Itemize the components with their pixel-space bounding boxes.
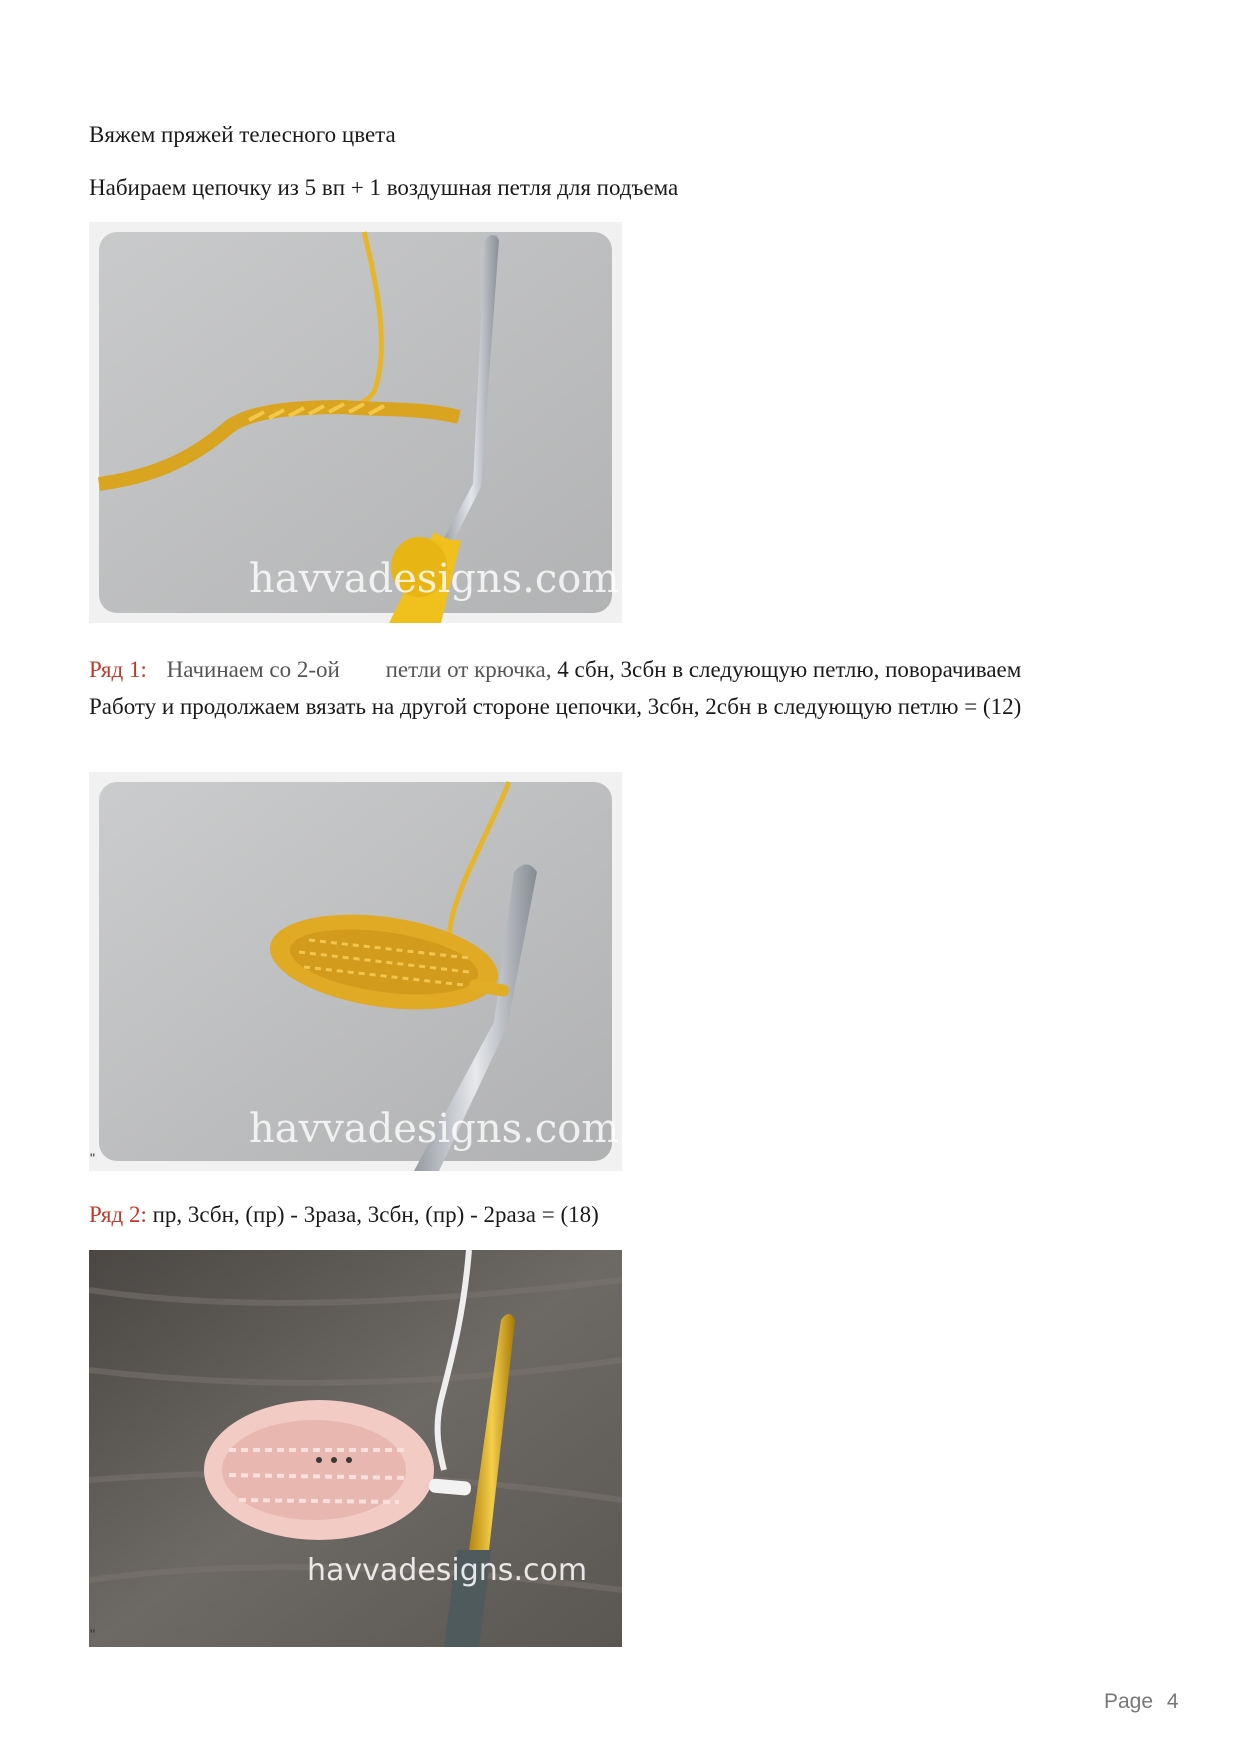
intro-line-1: Вяжем пряжей телесного цвета (89, 122, 396, 147)
row1-grey-text-2: петли от крючка, (385, 657, 552, 682)
row1-line-2: Работу и продолжаем вязать на другой стороне цепочки, 3сбн, 2сбн в следующую петлю = (12) (89, 694, 1022, 719)
page-label: Page (1104, 1690, 1154, 1713)
watermark-2: havvadesigns.com (249, 1106, 620, 1152)
photo-chain-stitch (89, 222, 622, 623)
watermark-1: havvadesigns.com (249, 556, 620, 602)
row1-grey-text-1: Начинаем со 2-ой (166, 657, 340, 682)
page-number (1104, 1690, 1179, 1714)
row1-label: Ряд 1: (89, 657, 147, 682)
row2-line (89, 1200, 599, 1230)
photo-row-1 (89, 772, 622, 1171)
page-number-value: 4 (1166, 1690, 1179, 1713)
photo-row-2 (89, 1250, 622, 1647)
quote-mark-2: " (90, 1626, 95, 1642)
watermark-3: havvadesigns.com (307, 1553, 588, 1588)
row1-line-1 (89, 655, 1021, 685)
row2-label: Ряд 2: (89, 1202, 147, 1227)
row2-text: пр, 3сбн, (пр) - 3раза, 3сбн, (пр) - 2раза = (18) (146, 1202, 599, 1227)
row1-text: 4 сбн, 3сбн в следующую петлю, поворачиваем (551, 657, 1022, 682)
quote-mark-1: " (90, 1150, 95, 1166)
intro-line-2: Набираем цепочку из 5 вп + 1 воздушная петля для подъема (89, 175, 679, 200)
